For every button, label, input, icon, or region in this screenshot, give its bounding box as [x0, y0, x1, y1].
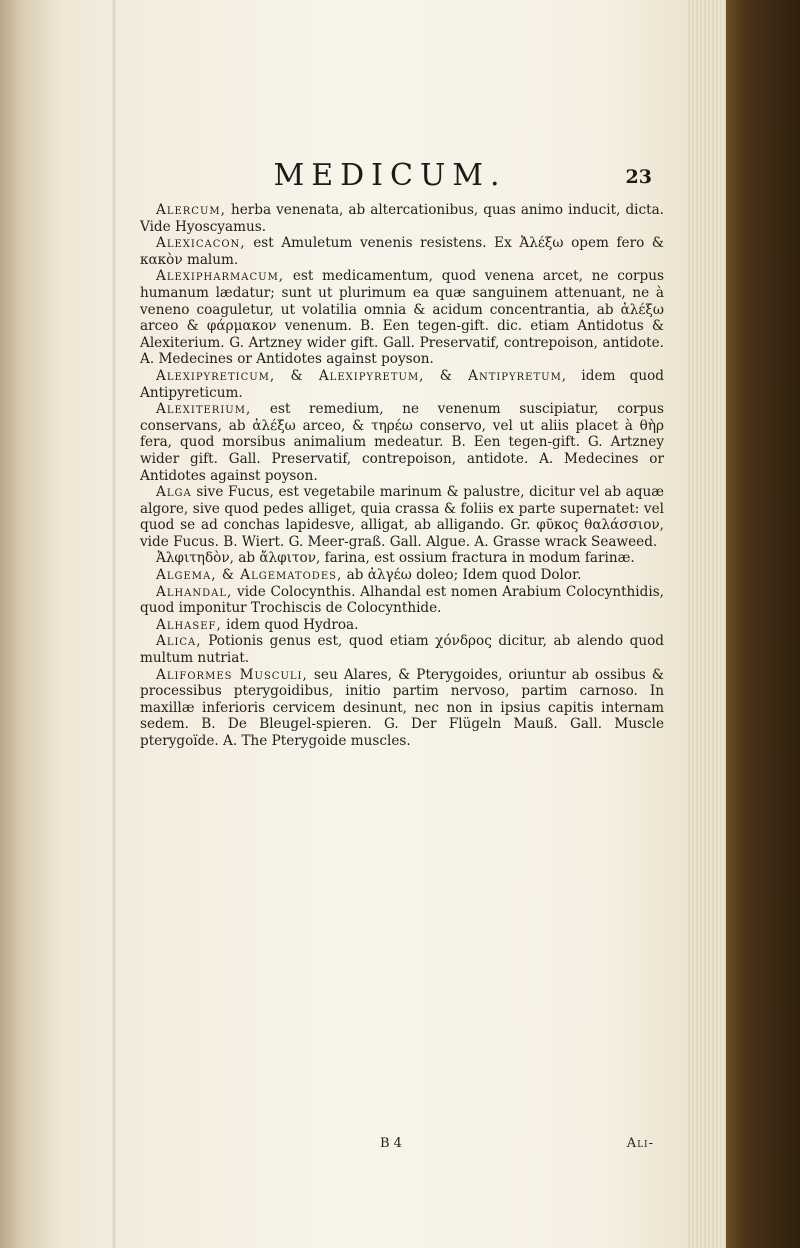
entry-headword: Alhasef, — [156, 616, 222, 633]
entry-body: vide Colocynthis. Alhandal est nomen Arabium Colocynthidis, quod imponitur Trochiscis de Colocynthide. — [140, 583, 664, 617]
entry-body: idem quod Antipyreticum. — [140, 367, 664, 401]
entry-body: sive Fucus, est vegetabile marinum & palustre, dicitur vel ab aquæ algore, sive quod pedes alliget, quia crassa & foliis ex parte supernatet: vel quod se ad conchas lapidesve, alligat, ab alligando. Gr. φῦκος θαλάσσιον, vide Fucus. B. Wiert. G. Meer-graß. Gall. Algue. A. Grasse wrack Seaweed. — [140, 484, 664, 550]
entry-headword: Alhandal, — [156, 583, 233, 600]
signature-mark: B 4 — [380, 1136, 402, 1151]
entry-body: Potionis genus est, quod etiam χόνδρος dicitur, ab alendo quod multum nutriat. — [140, 633, 664, 667]
entry-headword: Alercum, — [156, 202, 226, 218]
entry-body: est Amuletum venenis resistens. Ex Ἀλέξω opem fero & κακὸν malum. — [140, 235, 664, 268]
dictionary-entry — [140, 584, 664, 617]
entry-headword: Alica, — [156, 633, 202, 650]
entry-body: est remedium, ne venenum suscipiatur, corpus conservans, ab ἀλέξω arceo, & τηρέω conservo, vel ut aliis placet à θὴρ fera, quod morsibus animalium medeatur. B. Een tegen-gift. G. Artzney wider gift. Gall. Preservatif, contrepoison, antidote. A. Medecines or Antidotes against poyson. — [140, 401, 664, 484]
entry-body: idem quod Hydroa. — [226, 616, 359, 633]
catchword: Ali- — [626, 1136, 654, 1151]
dictionary-entry — [140, 268, 664, 368]
entry-headword: Alexipharmacum, — [156, 268, 285, 285]
gutter-shadow — [112, 0, 116, 1248]
page-number: 23 — [625, 166, 652, 188]
dictionary-entry — [140, 567, 664, 584]
entry-headword: Alexipyreticum, & Alexipyretum, & Antipyretum, — [156, 367, 568, 384]
entry-headword: Algema, & Algematodes, — [156, 567, 343, 584]
entry-headword: Alexicacon, — [156, 235, 246, 252]
dictionary-entry — [140, 667, 664, 750]
page-header — [118, 158, 686, 198]
dictionary-entry — [140, 633, 664, 666]
entry-body: ab ἀλγέω doleo; Idem quod Dolor. — [346, 567, 582, 584]
dictionary-entry — [140, 368, 664, 401]
dictionary-entry — [140, 235, 664, 268]
running-head: MEDICUM. — [273, 158, 507, 193]
dictionary-entry — [140, 202, 664, 235]
entry-body: seu Alares, & Pterygoides, oriuntur ab ossibus & processibus pterygoidibus, initio partim nervoso, partim carnoso. In maxillæ inferioris cervicem desinunt, nec non in ipsius capitis internam sedem. B. De Bleugel-spieren. G. Der Flügeln Mauß. Gall. Muscle pterygoïde. A. The Pterygoide muscles. — [140, 666, 664, 749]
printed-page — [118, 0, 686, 1248]
entry-headword: Alga — [156, 484, 192, 501]
page-edges — [686, 0, 726, 1248]
binding-gutter — [0, 0, 118, 1248]
dictionary-entry — [140, 401, 664, 484]
book-cover — [726, 0, 800, 1248]
page-footer — [118, 1136, 686, 1156]
entry-headword: Aliformes Musculi, — [156, 666, 308, 683]
dictionary-entry — [140, 484, 664, 550]
entry-body: est medicamentum, quod venena arcet, ne corpus humanum lædatur; sunt ut plurimum ea quæ sanguinem attenuant, ne à veneno coaguletur, ut volatilia omnia & acidum concentrantia, ab ἀλέξω arceo & φάρμακον venenum. B. Een tegen-gift. dic. etiam Antidotus & Alexiterium. G. Artzney wider gift. Gall. Preservatif, contrepoison, antidote. A. Medecines or Antidotes against poyson. — [140, 268, 664, 368]
dictionary-entry — [140, 617, 664, 634]
dictionary-text — [140, 202, 664, 750]
entry-body: herba venenata, ab altercationibus, quas animo inducit, dicta. Vide Hyoscyamus. — [140, 202, 664, 235]
entry-headword: Alexiterium, — [156, 401, 252, 418]
entry-body: Ἀλφιτηδὸν, ab ἄλφιτον, farina, est ossium fractura in modum farinæ. — [156, 550, 635, 567]
dictionary-entry — [140, 550, 664, 567]
